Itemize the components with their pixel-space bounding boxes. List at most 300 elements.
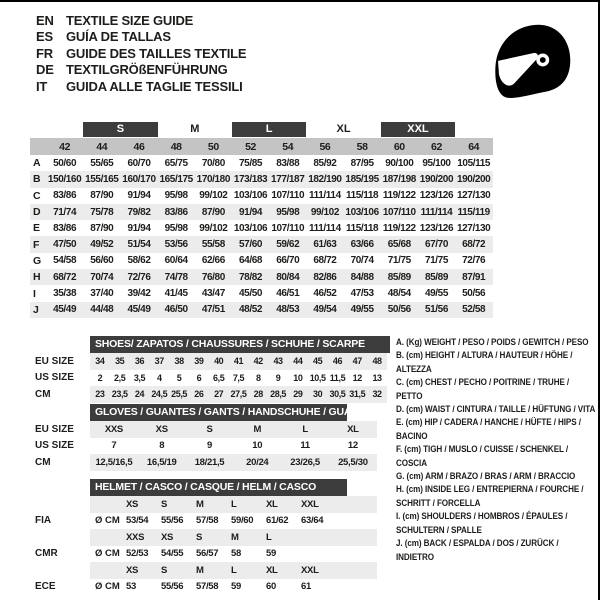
size-value: 150/160 [47, 173, 82, 185]
gloves-value: L [302, 423, 308, 435]
size-value: 99/102 [310, 206, 339, 218]
size-column-header: 42 [59, 140, 71, 153]
shoes-value: 4 [156, 372, 162, 383]
size-value: 52/58 [462, 304, 486, 316]
size-value: 45/49 [127, 304, 151, 316]
shoes-value: 34 [95, 356, 105, 367]
measurement-letter: J [33, 303, 39, 316]
legend-item: E. (cm) HIP / CADERA / HANCHE / HÜFTE / HIPS / BACINO [396, 417, 581, 441]
size-number-header-row [30, 138, 493, 155]
size-value: 74/78 [164, 271, 188, 283]
legend-item: G. (cm) ARM / BRAZO / BRAS / ARM / BRACCIO [396, 471, 576, 482]
size-value: 83/86 [53, 222, 77, 234]
size-value: 127/130 [456, 222, 491, 234]
measurement-letter: E [33, 222, 41, 235]
size-value: 64/68 [239, 255, 263, 267]
size-value: 55/65 [90, 157, 114, 169]
size-value: 173/183 [233, 173, 268, 185]
shoes-value: 27,5 [230, 389, 247, 400]
helmet-size-label: S [161, 564, 168, 576]
gloves-value: 12 [347, 440, 358, 452]
size-table-row [30, 188, 493, 204]
size-value: 182/190 [308, 173, 342, 185]
size-value: 48/54 [387, 288, 411, 300]
size-value: 111/114 [309, 222, 341, 234]
diameter-cm-label: Ø CM [95, 548, 120, 560]
size-value: 79/82 [127, 206, 151, 218]
language-label: TEXTILE SIZE GUIDE [66, 12, 194, 28]
shoes-value: 48 [372, 356, 382, 367]
size-value: 71/74 [53, 206, 77, 218]
helmet-size-value: 53/54 [126, 515, 149, 527]
size-value: 46/52 [313, 288, 337, 300]
gloves-value: 8 [159, 440, 165, 452]
measurement-legend [396, 336, 596, 564]
shoes-value: 27 [214, 389, 224, 400]
size-value: 85/89 [387, 271, 411, 283]
size-value: 76/80 [201, 271, 225, 283]
size-value: 65/75 [164, 157, 188, 169]
helmet-size-label: M [196, 564, 204, 576]
shoes-row [35, 353, 390, 370]
textile-size-table [30, 122, 493, 318]
shoes-row-label: US SIZE [35, 372, 74, 384]
shoes-cells [90, 370, 387, 387]
size-table-row [30, 236, 493, 252]
size-value: 123/126 [419, 222, 454, 234]
shoes-value: 46 [332, 356, 343, 367]
helmet-value-cells [90, 579, 377, 596]
gloves-value: 9 [207, 440, 212, 452]
gloves-cells [90, 438, 377, 455]
helmet-size-value: 53 [126, 581, 136, 593]
size-value: 48/52 [239, 304, 263, 316]
shoes-value: 6,5 [213, 372, 225, 383]
language-row [36, 78, 246, 95]
size-value: 105/115 [457, 157, 491, 169]
size-table-row [30, 269, 493, 285]
measurement-letter: D [33, 206, 41, 219]
size-value: 177/187 [271, 173, 305, 185]
size-value: 45/49 [53, 304, 77, 316]
measurement-letter: C [33, 189, 41, 202]
legend-item: B. (cm) HEIGHT / ALTURA / HAUTEUR / HÖHE / ALTEZZA [396, 350, 573, 374]
helmet-size-value: 57/58 [196, 515, 219, 527]
size-band-row [30, 122, 493, 137]
gloves-title-bar: GLOVES / GUANTES / GANTS / HANDSCHUHE / GUANTI [90, 404, 347, 421]
gloves-value: XS [155, 423, 168, 435]
shoes-value: 30,5 [329, 389, 346, 400]
size-value: 54/58 [53, 255, 77, 267]
size-value: 99/102 [199, 222, 228, 234]
size-value: 87/90 [201, 206, 225, 218]
size-band-label: M [190, 123, 200, 135]
size-value: 123/126 [419, 190, 454, 202]
size-value: 50/56 [387, 304, 411, 316]
size-value: 84/88 [350, 271, 374, 283]
measurement-letter: I [33, 287, 36, 300]
size-value: 115/119 [457, 206, 490, 218]
size-value: 48/53 [276, 304, 300, 316]
gloves-value: XL [347, 423, 359, 435]
gloves-cells [90, 454, 377, 471]
helmet-size-label: M [196, 498, 204, 510]
size-value: 49/55 [424, 288, 448, 300]
size-value: 75/85 [239, 157, 263, 169]
size-value: 187/198 [382, 173, 416, 185]
size-value: 67/70 [424, 239, 448, 251]
language-label: GUIDA ALLE TAGLIE TESSILI [66, 78, 243, 94]
gloves-value: 25,5/30 [338, 456, 368, 468]
size-value: 75/78 [90, 206, 114, 218]
shoes-value: 45 [313, 356, 323, 367]
size-value: 66/70 [276, 255, 300, 267]
size-table-row [30, 253, 493, 269]
diameter-cm-label: Ø CM [95, 581, 120, 593]
size-band-label: XL [336, 123, 351, 135]
shoes-value: 36 [134, 356, 145, 367]
legend-item: F. (cm) TIGH / MUSLO / CUISSE / SCHENKEL / COSCIA [396, 444, 569, 468]
helmet-size-value: 56/57 [196, 548, 219, 560]
size-value: 70/80 [201, 157, 225, 169]
helmet-size-cells [90, 529, 377, 546]
gloves-row-label: US SIZE [35, 440, 74, 452]
band-spacer [455, 122, 492, 137]
gloves-cells [90, 421, 377, 438]
size-value: 111/114 [309, 190, 341, 202]
size-value: 35/38 [53, 288, 77, 300]
helmet-size-label: XL [266, 564, 278, 576]
helmet-size-value: 63/64 [301, 515, 324, 527]
helmet-size-value: 54/55 [161, 548, 184, 560]
size-value: 50/56 [462, 288, 486, 300]
size-value: 39/42 [127, 288, 151, 300]
size-table-row [30, 171, 493, 187]
legend-item: D. (cm) WAIST / CINTURA / TAILLE / HÜFTUNG / VITA [396, 404, 596, 415]
language-code: FR [36, 45, 53, 61]
size-value: 119/122 [382, 222, 416, 234]
helmet-size-label: XXL [301, 498, 319, 510]
helmet-standard-label: ECE [35, 581, 56, 593]
size-column-header: 54 [282, 140, 294, 153]
helmet-size-label: S [196, 531, 203, 543]
size-table-row [30, 302, 493, 318]
size-value: 87/91 [462, 271, 486, 283]
size-value: 57/60 [239, 239, 263, 251]
helmet-size-label: XS [126, 498, 139, 510]
size-value: 95/98 [164, 190, 188, 202]
size-value: 44/48 [90, 304, 114, 316]
helmet-standard-label: CMR [35, 548, 58, 560]
size-value: 51/56 [424, 304, 448, 316]
helmet-size-value: 61/62 [266, 515, 289, 527]
shoes-value: 42 [253, 356, 263, 367]
size-value: 47/51 [201, 304, 225, 316]
shoes-value: 28 [253, 389, 263, 400]
size-value: 62/66 [201, 255, 225, 267]
size-value: 55/58 [201, 239, 225, 251]
size-value: 103/106 [345, 206, 379, 218]
size-value: 107/110 [271, 190, 305, 202]
size-value: 91/94 [127, 222, 151, 234]
size-value: 91/94 [127, 190, 151, 202]
gloves-value: 12,5/16,5 [95, 456, 133, 468]
size-column-header: 50 [207, 140, 219, 153]
shoes-value: 35 [115, 356, 125, 367]
helmet-size-cells [90, 562, 377, 579]
shoes-value: 2,5 [114, 372, 126, 383]
helmet-size-label: XS [161, 531, 174, 543]
size-value: 37/40 [90, 288, 114, 300]
language-row [36, 62, 246, 79]
helmet-sizes-row [35, 529, 377, 546]
helmet-size-value: 52/53 [126, 548, 149, 560]
size-value: 165/175 [159, 173, 193, 185]
helmet-size-label: L [231, 498, 237, 510]
size-value: 190/200 [419, 173, 454, 185]
size-value: 59/62 [276, 239, 300, 251]
helmet-size-label: XXL [301, 564, 319, 576]
size-value: 115/118 [345, 222, 379, 234]
size-value: 70/74 [90, 271, 114, 283]
size-value: 46/50 [164, 304, 188, 316]
size-value: 107/110 [271, 222, 305, 234]
size-band-label: S [83, 122, 157, 137]
size-value: 190/200 [456, 173, 491, 185]
language-label: GUIDE DES TAILLES TEXTILE [66, 45, 247, 61]
helmet-values-row [35, 546, 377, 563]
language-code: ES [36, 29, 53, 45]
shoes-value: 23 [95, 389, 105, 400]
language-code: EN [36, 12, 54, 28]
size-value: 87/90 [90, 190, 114, 202]
shoes-value: 2 [97, 372, 103, 383]
size-value: 50/60 [53, 157, 77, 169]
helmet-value-cells [90, 513, 377, 530]
size-value: 47/50 [53, 239, 77, 251]
size-value: 53/56 [164, 239, 188, 251]
helmet-size-label: M [231, 531, 239, 543]
size-value: 83/86 [53, 190, 77, 202]
size-value: 68/72 [53, 271, 77, 283]
shoes-value: 7,5 [232, 372, 245, 383]
size-column-header: 64 [468, 140, 480, 153]
helmet-size-value: 60 [266, 581, 276, 593]
size-value: 85/92 [313, 157, 337, 169]
helmet-sizes-row [35, 562, 377, 579]
size-value: 103/106 [233, 222, 268, 234]
size-value: 87/90 [90, 222, 114, 234]
size-table-row [30, 155, 493, 171]
size-value: 45/50 [239, 288, 263, 300]
language-title-list [36, 12, 246, 95]
language-row [36, 29, 246, 46]
size-value: 43/47 [201, 288, 225, 300]
language-code: IT [36, 78, 48, 94]
shoes-value: 47 [352, 356, 362, 367]
shoes-value: 11,5 [329, 372, 346, 383]
diameter-cm-label: Ø CM [95, 515, 120, 527]
size-value: 82/86 [313, 271, 337, 283]
size-table-row [30, 285, 493, 301]
size-value: 49/55 [350, 304, 374, 316]
size-column-header: 48 [170, 140, 182, 153]
helmet-values-row [35, 513, 377, 530]
helmet-values-row [35, 579, 377, 596]
size-value: 65/68 [387, 239, 411, 251]
shoes-cells [90, 386, 387, 403]
size-column-header: 44 [96, 140, 108, 153]
size-value: 51/54 [127, 239, 151, 251]
size-value: 91/94 [239, 206, 263, 218]
size-value: 49/52 [90, 239, 114, 251]
gloves-value: 20/24 [246, 456, 269, 468]
legend-item: J. (cm) BACK / ESPALDA / DOS / ZURÜCK / INDIETRO [396, 538, 559, 562]
measurement-letter: A [33, 157, 41, 170]
size-value: 78/82 [239, 271, 263, 283]
size-value: 47/53 [350, 288, 374, 300]
helmet-size-label: S [161, 498, 168, 510]
size-value: 99/102 [199, 190, 228, 202]
helmet-size-value: 55/56 [161, 515, 184, 527]
gloves-row [35, 421, 377, 438]
shoes-value: 3,5 [133, 372, 146, 383]
shoes-value: 25,5 [171, 389, 188, 400]
size-value: 115/118 [345, 190, 379, 202]
shoes-row [35, 370, 390, 387]
helmet-size-value: 59/60 [231, 515, 254, 527]
racing-helmet-icon [486, 15, 572, 111]
measurement-letter: F [33, 238, 40, 251]
gloves-value: M [253, 423, 262, 435]
helmet-size-label: XS [126, 564, 139, 576]
shoes-value: 26 [194, 389, 204, 400]
size-value: 87/95 [350, 157, 374, 169]
gloves-row-label: CM [35, 456, 51, 468]
shoes-row-label: EU SIZE [35, 355, 74, 367]
shoes-value: 28,5 [270, 389, 287, 400]
size-value: 72/76 [127, 271, 151, 283]
legend-item: C. (cm) CHEST / PECHO / POITRINE / TRUHE / PETTO [396, 377, 570, 401]
shoes-value: 5 [176, 372, 182, 383]
gloves-value: 10 [252, 440, 263, 452]
shoes-value: 23,5 [111, 389, 128, 400]
shoes-value: 12 [352, 372, 362, 383]
helmet-size-table [35, 479, 377, 595]
helmet-size-label: XXS [126, 531, 145, 543]
shoes-value: 39 [194, 356, 204, 367]
helmet-size-label: L [231, 564, 237, 576]
gloves-value: XXS [104, 423, 123, 435]
helmet-size-value: 57/58 [196, 581, 219, 593]
size-band-label: XXL [381, 122, 455, 137]
helmet-value-cells [90, 546, 377, 563]
helmet-size-value: 59 [266, 548, 276, 560]
shoes-cells [90, 353, 387, 370]
legend-item: A. (Kg) WEIGHT / PESO / POIDS / GEWITCH / PESO [396, 337, 589, 347]
size-value: 60/70 [127, 157, 151, 169]
shoes-value: 10,5 [309, 372, 326, 383]
size-band-label: L [232, 122, 306, 137]
shoes-value: 44 [293, 356, 303, 367]
size-value: 58/62 [127, 255, 151, 267]
shoes-value: 43 [273, 356, 283, 367]
helmet-size-label: L [266, 531, 272, 543]
shoes-size-table [35, 336, 390, 403]
size-column-header: 56 [319, 140, 331, 153]
size-value: 71/75 [387, 255, 411, 267]
size-value: 155/165 [85, 173, 119, 185]
helmet-size-cells [90, 496, 377, 513]
language-label: GUÍA DE TALLAS [66, 29, 171, 45]
helmet-title-bar: HELMET / CASCO / CASQUE / HELM / CASCO [90, 479, 347, 496]
gloves-value: 11 [300, 440, 310, 452]
size-value: 70/74 [350, 255, 374, 267]
language-code: DE [36, 62, 54, 78]
size-value: 160/170 [122, 173, 156, 185]
size-value: 49/54 [313, 304, 337, 316]
gloves-row [35, 438, 377, 455]
shoes-value: 9 [275, 372, 281, 383]
helmet-size-label: XL [266, 498, 278, 510]
shoes-value: 30 [313, 389, 323, 400]
shoes-value: 32 [372, 389, 382, 400]
shoes-value: 41 [233, 356, 244, 367]
size-value: 41/45 [164, 288, 188, 300]
shoes-value: 6 [196, 372, 202, 383]
size-value: 72/76 [462, 255, 486, 267]
measurement-letter: H [33, 271, 41, 284]
gloves-value: 7 [111, 440, 117, 452]
size-table-row [30, 204, 493, 220]
language-row [36, 45, 246, 62]
size-value: 85/89 [424, 271, 448, 283]
gloves-row [35, 454, 377, 471]
gloves-value: S [206, 423, 213, 435]
helmet-standard-label: FIA [35, 515, 52, 527]
gloves-size-table [35, 404, 377, 471]
helmet-size-value: 58 [231, 548, 241, 560]
size-value: 60/64 [164, 255, 188, 267]
size-value: 83/88 [276, 157, 300, 169]
size-value: 95/100 [422, 157, 451, 169]
legend-item: I. (cm) SHOULDERS / HOMBROS / ÉPAULES / SCHULTERN / SPALLE [396, 511, 568, 535]
shoes-row-label: CM [35, 388, 51, 400]
measurement-letter: G [33, 254, 42, 267]
size-value: 61/63 [313, 239, 337, 251]
size-column-header: 52 [245, 140, 256, 153]
shoes-value: 24,5 [151, 389, 168, 400]
language-row [36, 12, 246, 29]
gloves-row-label: EU SIZE [35, 423, 74, 435]
legend-item: H. (cm) INSIDE LEG / ENTREPIERNA / FOURCHE / SCHRITT / FORCELLA [396, 484, 584, 508]
gloves-value: 23/26,5 [290, 456, 320, 468]
size-value: 71/75 [424, 255, 448, 267]
shoes-value: 40 [214, 356, 224, 367]
size-value: 127/130 [456, 190, 491, 202]
shoes-value: 31,5 [349, 389, 366, 400]
size-value: 56/60 [90, 255, 114, 267]
size-value: 111/114 [420, 206, 453, 218]
size-table-row [30, 220, 493, 236]
gloves-value: 16,5/19 [146, 456, 177, 468]
shoes-value: 37 [154, 356, 164, 367]
helmet-size-value: 59 [231, 581, 241, 593]
language-label: TEXTILGRÖßENFÜHRUNG [66, 62, 228, 78]
shoes-value: 38 [174, 356, 184, 367]
size-value: 83/86 [164, 206, 188, 218]
shoes-value: 10 [293, 372, 303, 383]
